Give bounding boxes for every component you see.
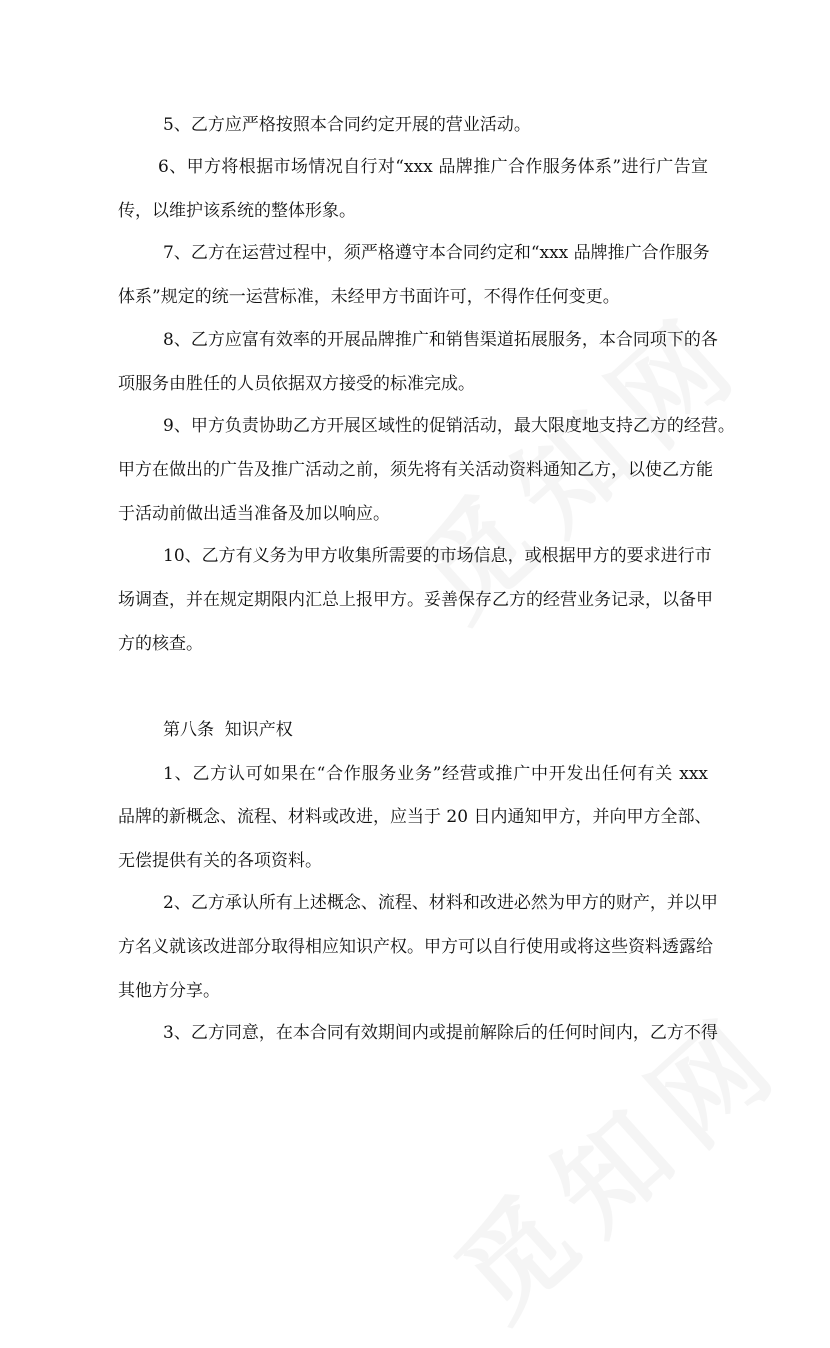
section-8-clause-1-line-2: 品牌的新概念、流程、材料或改进，应当于 20 日内通知甲方，并向甲方全部、 (118, 807, 712, 827)
clause-6-line-2: 传，以维护该系统的整体形象。 (118, 201, 356, 221)
clause-7-line-2: 体系”规定的统一运营标准，未经甲方书面许可，不得作任何变更。 (118, 287, 620, 307)
section-8-clause-1-line-1: 1、乙方认可如果在“合作服务业务”经营或推广中开发出任何有关 xxx (163, 764, 708, 784)
clause-7-line-1: 7、乙方在运营过程中，须严格遵守本合同约定和“xxx 品牌推广合作服务 (163, 243, 710, 263)
section-8-clause-3-line-1: 3、乙方同意，在本合同有效期间内或提前解除后的任何时间内，乙方不得 (163, 1023, 718, 1043)
clause-6-line-1: 6、甲方将根据市场情况自行对“xxx 品牌推广合作服务体系”进行广告宣 (158, 157, 708, 177)
clause-10-line-3: 方的核查。 (118, 634, 203, 654)
clause-9-line-2: 甲方在做出的广告及推广活动之前，须先将有关活动资料通知乙方，以使乙方能 (118, 460, 713, 480)
clause-10-line-1: 10、乙方有义务为甲方收集所需要的市场信息，或根据甲方的要求进行市 (163, 546, 712, 566)
section-8-heading: 第八条 知识产权 (163, 720, 293, 740)
section-8-clause-2-line-3: 其他方分享。 (118, 981, 220, 1001)
clause-10-line-2: 场调查，并在规定期限内汇总上报甲方。妥善保存乙方的经营业务记录，以备甲 (118, 590, 713, 610)
section-8-clause-2-line-2: 方名义就该改进部分取得相应知识产权。甲方可以自行使用或将这些资料透露给 (118, 937, 713, 957)
clause-9-line-1: 9、甲方负责协助乙方开展区域性的促销活动，最大限度地支持乙方的经营。 (163, 416, 735, 436)
clause-9-line-3: 于活动前做出适当准备及加以响应。 (118, 504, 390, 524)
clause-5-line-1: 5、乙方应严格按照本合同约定开展的营业活动。 (163, 115, 531, 135)
section-8-clause-2-line-1: 2、乙方承认所有上述概念、流程、材料和改进必然为甲方的财产，并以甲 (163, 893, 718, 913)
clause-8-line-2: 项服务由胜任的人员依据双方接受的标准完成。 (118, 374, 475, 394)
section-8-clause-1-line-3: 无偿提供有关的各项资料。 (118, 851, 322, 871)
clause-8-line-1: 8、乙方应富有效率的开展品牌推广和销售渠道拓展服务，本合同项下的各 (163, 330, 718, 350)
